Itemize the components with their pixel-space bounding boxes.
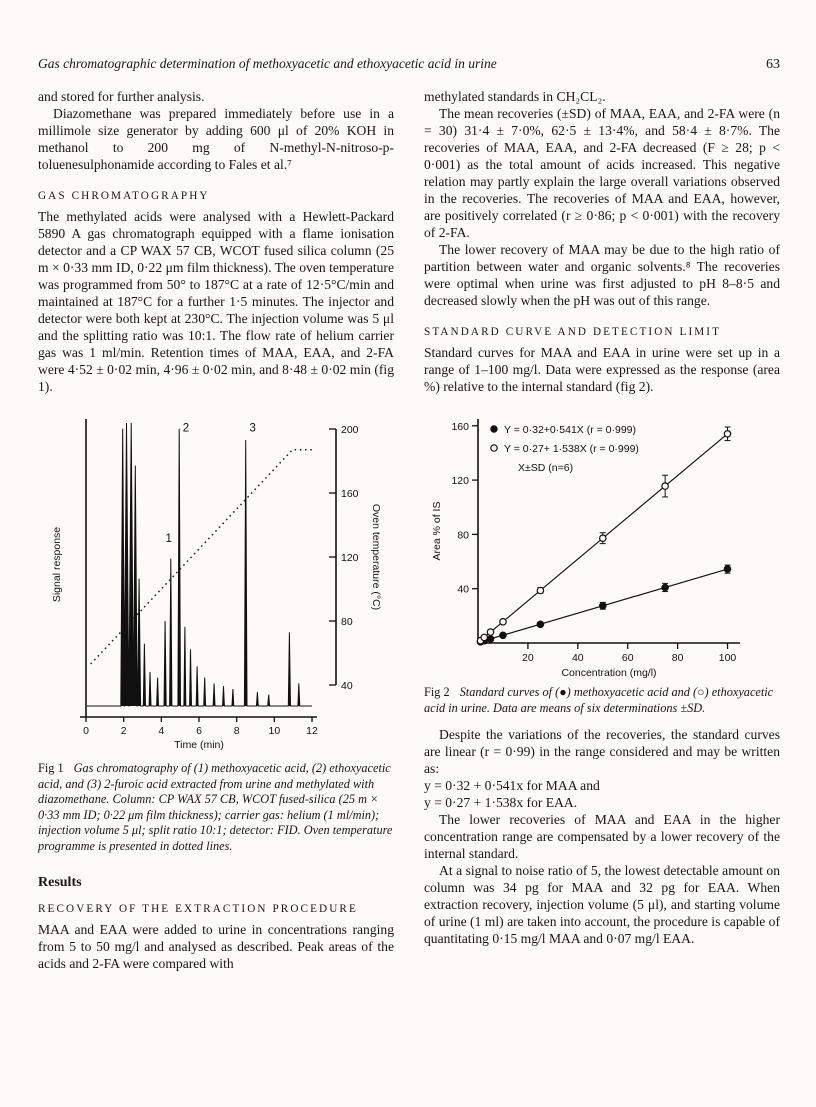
- paragraph-lower-recovery: The lower recovery of MAA may be due to the high ratio of partition between water and organic solvents.⁸ The recoveries were optimal when urine was first adjusted to pH 8–8·5 and decreased slowly when the pH was out of this range.: [424, 242, 780, 308]
- y-axis-label: Signal response: [51, 526, 63, 603]
- legend-marker-filled: [491, 426, 497, 432]
- paragraph-continuation: and stored for further analysis.: [38, 89, 205, 104]
- x-tick-label: 80: [671, 652, 684, 664]
- paragraph-mean-recoveries: The mean recoveries (±SD) of MAA, EAA, and 2-FA were (n = 30) 31·4 ± 7·0%, 62·5 ± 13·4%, and 58·4 ± 8·7%. The recoveries of MAA, EAA, and 2-FA decreased (F ≥ 28; p < 0·001) as the total amount of acids increased. This negative relation may partly explain the large overall variations observed in the recoveries. The recoveries of MAA and EAA, however, are positively correlated (r ≥ 0·86; p < 0·001) with the recovery of 2-FA.: [424, 106, 780, 240]
- x-tick-label: 40: [571, 652, 584, 664]
- legend-label: Y = 0·32+0·541X (r = 0·999): [504, 424, 637, 436]
- section-heading-standard-curve: STANDARD CURVE AND DETECTION LIMIT: [424, 326, 722, 338]
- data-point-open: [481, 634, 487, 640]
- x-tick-label: 12: [306, 725, 318, 737]
- running-title: Gas chromatographic determination of methoxyacetic and ethoxyacetic acid in urine: [38, 56, 497, 71]
- paragraph-standard-curves: Standard curves for MAA and EAA in urine were set up in a range of 1–100 mg/l. Data were expressed as the response (area %) relative to the internal standard (fig 2).: [424, 345, 780, 394]
- y-tick-label: 160: [451, 420, 469, 433]
- section-heading-gas-chromatography: GAS CHROMATOGRAPHY: [38, 190, 210, 202]
- figure-1: [38, 407, 394, 759]
- data-point-open: [500, 619, 506, 625]
- x-tick-label: 0: [83, 725, 89, 737]
- paragraph-diazomethane: Diazomethane was prepared immediately before use in a millimole size generator by adding 600 μl of 20% KOH in methanol to 200 mg of N-methyl-N-nitroso-p-toluenesulphonamide according to Fales et al.⁷: [38, 106, 394, 172]
- x-tick-label: 10: [268, 725, 281, 737]
- paragraph-recovery: MAA and EAA were added to urine in concentrations ranging from 5 to 50 mg/l and analysed as described. Peak areas of the acids and 2-FA were compared with: [38, 922, 394, 971]
- fig1-caption-text: Gas chromatography of (1) methoxyacetic acid, (2) ethoxyacetic acid, and (3) 2-furoic acid extracted from urine and methylated with diazomethane. Column: CP WAX 57 CB, WCOT fused-silica (25 m × 0·33 mm ID; 0·22 μm film thickness); carrier gas: helium (1 ml/min); injection volume 5 μl; split ratio 10:1; detector: FID. Oven temperature programme is presented in dotted lines.: [38, 761, 393, 853]
- equation-eaa: y = 0·27 + 1·538x for EAA.: [424, 795, 578, 810]
- fig2-chart: [424, 407, 754, 683]
- data-point-filled: [500, 632, 506, 638]
- temp-tick-label: 160: [341, 488, 359, 500]
- fig1-chart: [38, 407, 382, 759]
- legend-marker-open: [491, 445, 497, 451]
- data-point-open: [724, 431, 730, 437]
- page-number: 63: [766, 57, 780, 72]
- y-axis-label: Area % of IS: [431, 501, 443, 561]
- fig1-caption-label: Fig 1: [38, 761, 64, 775]
- data-point-open: [600, 535, 606, 541]
- paragraph-gc-method: The methylated acids were analysed with a Hewlett-Packard 5890 A gas chromatograph equipped with a flame ionisation detector and a CP WAX 57 CB, WCOT fused silica column (25 m × 0·33 mm ID, 0·22 μm film thickness). The oven temperature was programmed from 50° to 187°C at a rate of 12·5°C/min and maintained at 187°C for a further 1·5 minutes. The injector and detector were both kept at 230°C. The injection volume was 5 μl and the splitting ratio was 10:1. The flow rate of helium carrier gas was 1 ml/min. Retention times of MAA, EAA, and 2-FA were 4·52 ± 0·02 min, 4·96 ± 0·02 min, and 8·48 ± 0·02 min (fig 1).: [38, 209, 394, 394]
- peak-label: 2: [182, 422, 190, 435]
- data-point-filled: [662, 584, 668, 590]
- x-tick-label: 2: [120, 725, 127, 737]
- page-header: [38, 56, 780, 73]
- y-tick-label: 40: [457, 583, 469, 596]
- temp-tick-label: 200: [341, 424, 359, 436]
- temp-axis-label: Oven temperature (°C): [370, 503, 382, 611]
- paragraph-continuation: methylated standards in CH₂CL₂.: [424, 89, 606, 104]
- x-tick-label: 20: [522, 652, 534, 664]
- x-tick-label: 4: [158, 725, 165, 737]
- paragraph-lower-recoveries: The lower recoveries of MAA and EAA in the higher concentration range are compensated by a lower recovery of the internal standard.: [424, 812, 780, 861]
- temp-tick-label: 40: [341, 680, 353, 692]
- legend-label: Y = 0·27+ 1·538X (r = 0·999): [504, 443, 639, 455]
- fig2-caption-label: Fig 2: [424, 685, 450, 699]
- data-point-filled: [537, 621, 543, 627]
- two-column-layout: [38, 88, 780, 972]
- fig1-caption: [38, 761, 394, 854]
- data-point-open: [487, 629, 493, 635]
- data-point-filled: [724, 566, 730, 572]
- left-column: [38, 88, 394, 972]
- paragraph-detection-limit: At a signal to noise ratio of 5, the lowest detectable amount on column was 34 pg for MAA and 32 pg for EAA. When extraction recovery, injection volume (5 μl), and starting volume of urine (1 ml) are taken into account, the procedure is capable of quantitating 0·15 mg/l MAA and 0·07 mg/l EAA.: [424, 863, 780, 946]
- x-axis-label: Concentration (mg/l): [561, 667, 657, 679]
- right-column: [424, 88, 780, 972]
- y-tick-label: 80: [457, 529, 469, 542]
- fig2-caption-text: Standard curves of (●) methoxyacetic acid and (○) ethoxyacetic acid in urine. Data are means of six determinations ±SD.: [424, 685, 774, 715]
- x-tick-label: 6: [196, 725, 202, 737]
- figure-2: [424, 407, 780, 683]
- chromatogram-trace: [87, 423, 312, 706]
- data-point-filled: [600, 603, 606, 609]
- section-heading-recovery: RECOVERY OF THE EXTRACTION PROCEDURE: [38, 903, 358, 915]
- peak-label: 3: [249, 422, 256, 435]
- paragraph-despite-variations: Despite the variations of the recoveries, the standard curves are linear (r = 0·99) in the range considered and may be written as:: [424, 727, 780, 776]
- data-point-filled: [487, 636, 493, 642]
- temp-tick-label: 80: [341, 616, 353, 628]
- y-tick-label: 120: [451, 475, 469, 488]
- temp-tick-label: 120: [341, 552, 359, 564]
- x-tick-label: 60: [621, 652, 634, 664]
- data-point-open: [662, 483, 668, 489]
- data-point-open: [537, 587, 543, 593]
- legend-label: X±SD (n=6): [518, 462, 574, 474]
- x-tick-label: 8: [233, 725, 240, 737]
- peak-label: 1: [165, 532, 172, 545]
- fig2-caption: [424, 685, 780, 716]
- results-heading: Results: [38, 875, 82, 890]
- equation-maa: y = 0·32 + 0·541x for MAA and: [424, 778, 600, 793]
- x-tick-label: 100: [718, 652, 737, 664]
- x-axis-label: Time (min): [174, 739, 224, 751]
